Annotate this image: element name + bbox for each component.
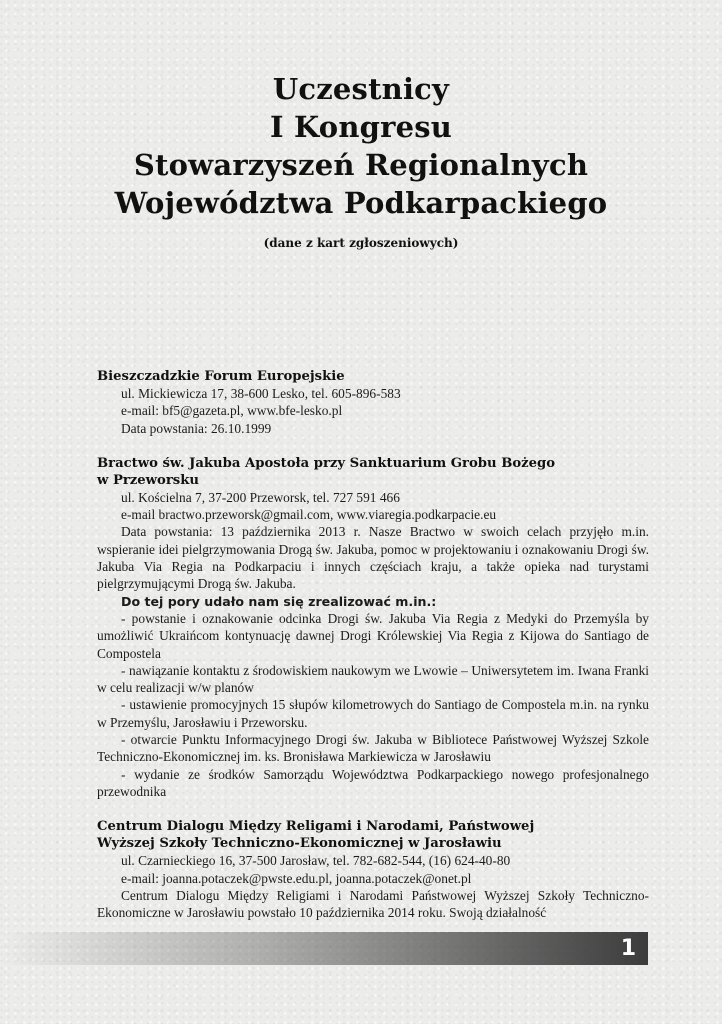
- bullet-item: - powstanie i oznakowanie odcinka Drogi św. Jakuba Via Regia z Medyki do Przemyśla by umożliwić Ukraińcom kontynuację dawnej Drogi Królewskiej Via Regia z Kijowa do Santiago de Compostela: [97, 610, 649, 661]
- address-line: ul. Kościelna 7, 37-200 Przeworsk, tel. 727 591 466: [121, 489, 400, 505]
- title-block: [0, 70, 722, 250]
- entry-bieszczadzkie-forum: [97, 368, 649, 437]
- entries-list: [97, 368, 649, 939]
- page-title-line: Województwa Podkarpackiego: [114, 186, 608, 220]
- email-line: e-mail: joanna.potaczek@pwste.edu.pl, joanna.potaczek@onet.pl: [121, 870, 472, 886]
- page-number: 1: [620, 936, 636, 961]
- email-line: e-mail: bf5@gazeta.pl, www.bfe-lesko.pl: [121, 403, 343, 419]
- page-subtitle: (dane z kart zgłoszeniowych): [263, 236, 459, 250]
- page-title-line: Uczestnicy: [272, 72, 450, 106]
- email-line: e-mail bractwo.przeworsk@gmail.com, www.viaregia.podkarpacie.eu: [121, 507, 497, 523]
- founding-date-line: Data powstania: 26.10.1999: [121, 420, 272, 436]
- entry-bractwo-sw-jakuba: [97, 455, 649, 800]
- page-title-line: Stowarzyszeń Regionalnych: [133, 148, 589, 182]
- organization-name: w Przeworsku: [97, 472, 199, 488]
- organization-name: Wyższej Szkoły Techniczno-Ekonomicznej w Jarosławiu: [97, 836, 502, 852]
- organization-name: Bractwo św. Jakuba Apostoła przy Sanktuarium Grobu Bożego: [97, 455, 556, 471]
- bullet-item: - otwarcie Punktu Informacyjnego Drogi św. Jakuba w Bibliotece Państwowej Wyższej Szkole Techniczno-Ekonomicznej im. ks. Bronisława Markiewicza w Jarosławiu: [97, 732, 649, 765]
- description-paragraph: Data powstania: 13 października 2013 r. Nasze Bractwo w swoich celach przyjęło m.in. wspieranie idei pielgrzymowania Drogą św. Jakuba, pomoc w projektowaniu i oznakowaniu Drogi św. Jakuba Via Regia na Podkarpaciu i innych częściach kraju, a także opieka nad turystami pielgrzymującymi Drogą św. Jakuba.: [97, 524, 649, 592]
- footer-bar: [0, 932, 648, 965]
- bullet-item: - nawiązanie kontaktu z środowiskiem naukowym we Lwowie – Uniwersytetem im. Iwana Franki w celu realizacji w/w planów: [97, 662, 649, 696]
- page-title-line: I Kongresu: [269, 110, 453, 144]
- entry-centrum-dialogu: [97, 818, 649, 921]
- description-paragraph: Centrum Dialogu Między Religiami i Narodami Państwowej Wyższej Szkoły Techniczno-Ekonomiczne w Jarosławiu powstało 10 października 2014 roku. Swoją działalność: [97, 887, 649, 921]
- organization-name: Bieszczadzkie Forum Europejskie: [97, 369, 345, 384]
- achievements-heading: Do tej pory udało nam się zrealizować m.in.:: [121, 593, 437, 609]
- bullet-item: - ustawienie promocyjnych 15 słupów kilometrowych do Santiago de Compostela m.in. na rynku w Przemyślu, Jarosławiu i Przeworsku.: [97, 697, 649, 730]
- organization-name: Centrum Dialogu Między Religami i Narodami, Państwowej: [97, 819, 535, 835]
- bullet-item: - wydanie ze środków Samorządu Województwa Podkarpackiego nowego profesjonalnego przewodnika: [97, 766, 649, 799]
- address-line: ul. Mickiewicza 17, 38-600 Lesko, tel. 605-896-583: [121, 386, 401, 401]
- address-line: ul. Czarnieckiego 16, 37-500 Jarosław, tel. 782-682-544, (16) 624-40-80: [121, 853, 511, 869]
